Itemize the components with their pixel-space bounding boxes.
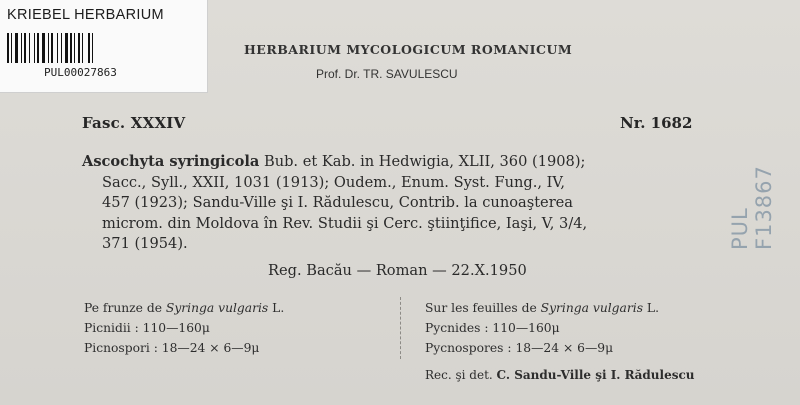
citation-line: 371 (1954). [102,235,188,252]
citation-line: 457 (1923); Sandu-Ville şi I. Rădulescu, Contrib. la cunoaşterea [102,194,574,211]
collection-title: HERBARIUM MYCOLOGICUM ROMANICUM [244,42,573,57]
herbarium-name: KRIEBEL HERBARIUM [7,7,164,23]
collector-names: C. Sandu-Ville şi I. Rădulescu [496,368,695,382]
barcode-number: PUL00027863 [44,66,117,79]
taxon-name: Ascochyta syringicola [82,153,260,170]
host-line-ro: Pe frunze de Syringa vulgaris L. [84,301,285,315]
collection-editor: Prof. Dr. TR. SAVULESCU [316,67,458,81]
romanian-description [84,298,284,358]
column-divider [400,297,401,359]
pycnospores-size-ro: Picnospori : 18—24 × 6—9μ [84,341,260,355]
host-name: Syringa vulgaris [540,301,644,315]
pycnidia-size-fr: Pycnides : 110—160μ [425,321,560,335]
fascicle-number: Fasc. XXXIV [82,114,186,132]
pycnidia-size-ro: Picnidii : 110—160μ [84,321,210,335]
collector-line: Rec. şi det. C. Sandu-Ville şi I. Rădulescu [425,368,695,382]
barcode-icon [7,33,137,63]
citation-line: Ascochyta syringicola Bub. et Kab. in Hedwigia, XLII, 360 (1908); [82,153,586,170]
citation-line: microm. din Moldova în Rev. Studii şi Cerc. ştiinţifice, Iaşi, V, 3/4, [102,214,588,232]
host-line-fr: Sur les feuilles de Syringa vulgaris L. [425,301,659,315]
host-name: Syringa vulgaris [165,301,269,315]
specimen-number: Nr. 1682 [620,114,693,132]
handwritten-annotation: PUL F13867 [728,165,776,250]
taxon-citation [82,152,732,255]
pycnospores-size-fr: Pycnospores : 18—24 × 6—9μ [425,341,614,355]
barcode-label [0,0,208,93]
french-description [425,298,659,358]
locality-date: Reg. Bacău — Roman — 22.X.1950 [268,262,527,279]
citation-line: Sacc., Syll., XXII, 1031 (1913); Oudem., Enum. Syst. Fung., IV, [102,173,566,191]
